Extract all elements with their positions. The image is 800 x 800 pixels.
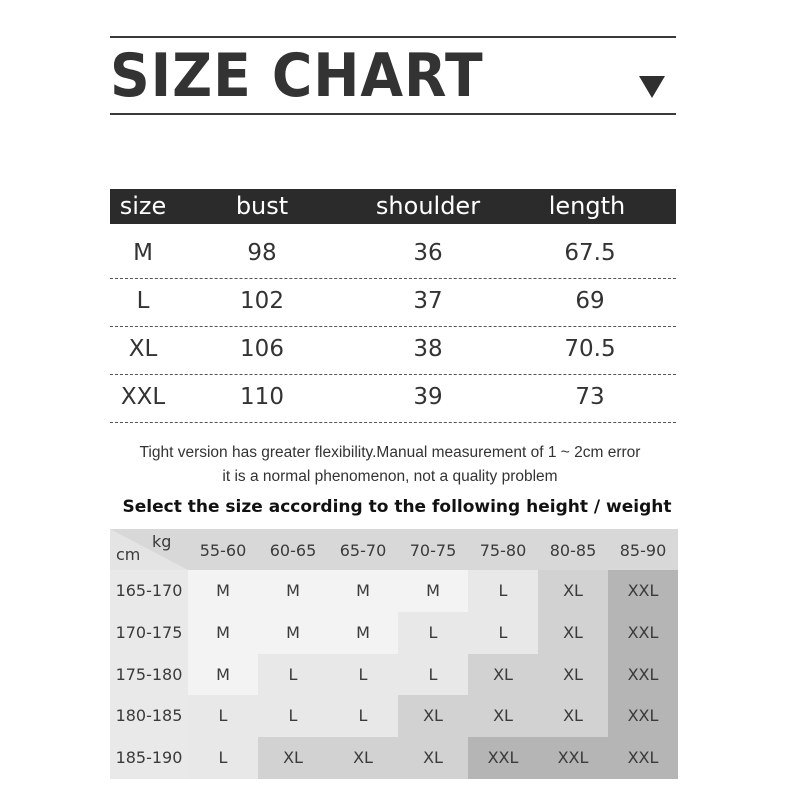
measurement-table-header (110, 189, 676, 224)
weight-header: 80-85 (549, 541, 597, 560)
cell-bust: 98 (247, 240, 277, 266)
size-cell: M (188, 570, 258, 612)
dashed-divider (110, 422, 676, 423)
size-cell: M (328, 570, 398, 612)
top-rule (110, 36, 676, 38)
col-header-length: length (548, 192, 626, 220)
corner-cm-label: cm (116, 545, 141, 564)
size-cell: M (398, 570, 468, 612)
size-cell: L (398, 612, 468, 654)
measurement-row (110, 279, 676, 327)
size-cell: XL (538, 654, 608, 696)
measurement-row (110, 327, 676, 375)
height-label: 170-175 (115, 622, 183, 642)
size-cell: L (398, 654, 468, 696)
weight-header: 75-80 (479, 541, 527, 560)
size-cell: XXL (608, 737, 678, 779)
cell-bust: 110 (240, 384, 284, 410)
col-header-bust: bust (235, 192, 289, 220)
size-cell: XL (398, 737, 468, 779)
cell-length: 67.5 (564, 240, 616, 266)
size-cell: XL (398, 695, 468, 737)
size-cell: L (188, 695, 258, 737)
size-cell: M (188, 612, 258, 654)
note-line-2: it is a normal phenomenon, not a quality problem (222, 468, 558, 485)
height-label: 180-185 (115, 706, 183, 726)
size-cell: M (258, 612, 328, 654)
size-cell: L (188, 737, 258, 779)
cell-length: 73 (575, 384, 605, 410)
weight-header: 70-75 (409, 541, 457, 560)
size-cell: XXL (608, 654, 678, 696)
cell-length: 69 (575, 288, 605, 314)
cell-size: XL (128, 336, 158, 362)
col-header-shoulder: shoulder (375, 192, 481, 220)
col-header-size: size (119, 192, 167, 220)
size-cell: L (258, 695, 328, 737)
height-label: 185-190 (115, 748, 183, 768)
size-cell: M (328, 612, 398, 654)
size-cell: XL (468, 695, 538, 737)
cell-bust: 102 (240, 288, 284, 314)
size-cell: XL (538, 695, 608, 737)
cell-length: 70.5 (564, 336, 616, 362)
cell-shoulder: 36 (413, 240, 443, 266)
size-cell: XL (538, 570, 608, 612)
size-cell: L (328, 695, 398, 737)
weight-header: 55-60 (199, 541, 247, 560)
cell-shoulder: 38 (413, 336, 443, 362)
size-cell: XXL (608, 612, 678, 654)
cell-size: L (136, 288, 150, 314)
cell-size: M (133, 240, 153, 266)
cell-size: XXL (120, 384, 166, 410)
height-label: 165-170 (115, 581, 183, 600)
weight-header: 65-70 (339, 541, 387, 560)
grid-heading: Select the size according to the following height / weight (122, 497, 672, 517)
size-cell: L (258, 654, 328, 696)
size-cell: XXL (538, 737, 608, 779)
size-cell: XL (328, 737, 398, 779)
note-line-1: Tight version has greater flexibility.Manual measurement of 1 ~ 2cm error (139, 444, 641, 461)
weight-header: 85-90 (619, 541, 667, 560)
size-cell: L (328, 654, 398, 696)
measurement-row (110, 231, 676, 279)
size-cell: L (468, 612, 538, 654)
measurement-row (110, 375, 676, 423)
size-cell: XXL (468, 737, 538, 779)
size-cell: M (188, 654, 258, 696)
weight-header: 60-65 (269, 541, 317, 560)
corner-kg-label: kg (152, 532, 172, 551)
cell-bust: 106 (240, 336, 284, 362)
page-title: SIZE CHART (110, 41, 484, 111)
size-cell: XL (468, 654, 538, 696)
down-triangle-icon (639, 76, 665, 98)
cell-shoulder: 37 (413, 288, 443, 314)
size-cell: M (258, 570, 328, 612)
height-weight-grid (110, 529, 678, 779)
size-cell: XL (258, 737, 328, 779)
size-cell: XL (538, 612, 608, 654)
size-cell: L (468, 570, 538, 612)
bottom-rule (110, 113, 676, 115)
height-label: 175-180 (115, 664, 183, 684)
size-cell: XXL (608, 695, 678, 737)
size-cell: XXL (608, 570, 678, 612)
cell-shoulder: 39 (413, 384, 443, 410)
